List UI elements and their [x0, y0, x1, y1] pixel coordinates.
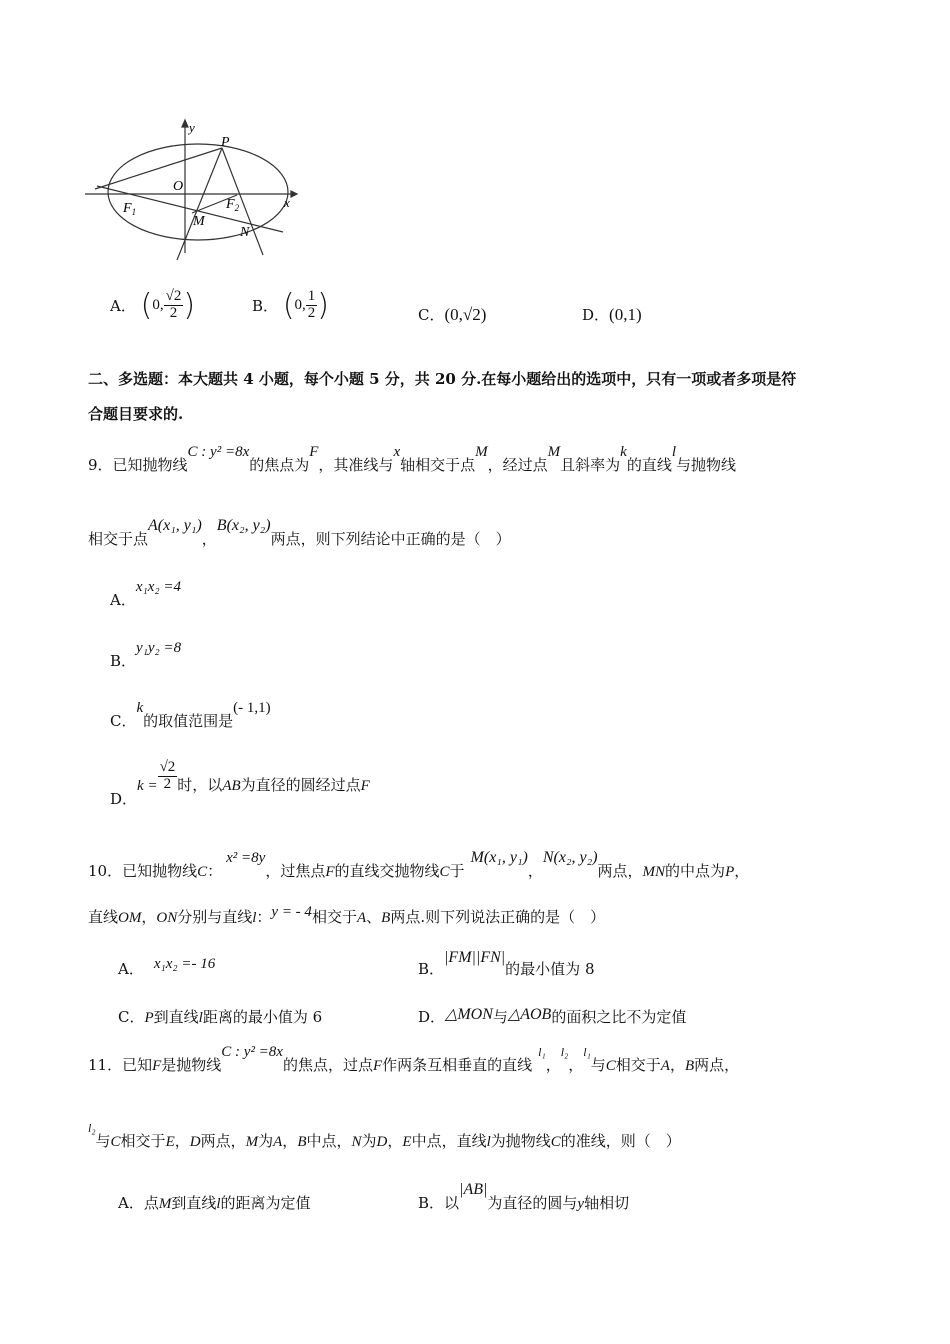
q9-option-a: A．x₁x₂ =4	[110, 579, 181, 609]
label-y: y	[189, 120, 195, 135]
line-f1-p	[95, 148, 222, 189]
q11-option-b: B．以|AB|为直径的圆与y轴相切	[418, 1181, 630, 1212]
label-f2: $F_2$	[226, 197, 240, 213]
q10-option-c: C．P到直线l距离的最小值为 6	[118, 1008, 323, 1026]
label-x: x	[284, 195, 290, 210]
q8-option-d: D．(0,1)	[582, 305, 642, 324]
label-o: O	[173, 179, 184, 194]
q11-stem-line2: l₂与C相交于E，D两点，M为A，B中点，N为D，E中点，直线l为抛物线C的准线，则（ ）	[88, 1121, 681, 1150]
q9-stem-line2: 相交于点A(x₁, y₁)，B(x₂, y₂)两点，则下列结论中正确的是（ ）	[88, 517, 511, 548]
q9-stem-line1: 9．已知抛物线C : y² =8x的焦点为F，其准线与x轴相交于点M，经过点M且斜率为k的直线l与抛物线	[88, 444, 737, 474]
q8-option-a: A． (0, $\frac{√2}{2}$ )	[110, 288, 196, 323]
label-n: N	[240, 225, 250, 240]
q10-stem-line2: 直线OM，ON分别与直线l：y = - 4相交于A、B两点.则下列说法正确的是（ ）	[88, 904, 606, 926]
section2-heading-line1: 二、多选题：本大题共 4 小题，每个小题 5 分，共 20 分.在每小题给出的选项中，只有一项或者多项是符	[88, 370, 797, 388]
q11-option-a: A．点M到直线l的距离为定值	[118, 1194, 311, 1212]
ellipse-figure	[85, 115, 315, 265]
q10-option-a: A． x₁x₂ =- 16	[118, 956, 216, 978]
label-f1: $F_1$	[123, 201, 137, 217]
q8-option-b: B． (0, $\frac{1}{2}$ )	[252, 288, 329, 323]
q8-option-c: C．(0,√2)	[418, 305, 487, 324]
q10-stem-line1: 10．已知抛物线C：x² =8y，过焦点F的直线交抛物线C于M(x₁, y₁)，N(x₂, y₂)两点，MN的中点为P，	[88, 849, 750, 880]
q9-option-d: D．k = $\frac{√2}{2}$ 时，以AB为直径的圆经过点F	[110, 759, 370, 809]
label-m: M	[193, 214, 205, 229]
q10-option-d: D．△MON与△AOB的面积之比不为定值	[418, 1006, 687, 1026]
label-p: P	[221, 135, 230, 150]
q10-option-b: B．|FM||FN|的最小值为 8	[418, 949, 595, 978]
section2-heading-line2: 合题目要求的.	[88, 405, 184, 423]
q11-stem-line1: 11．已知F是抛物线C : y² =8x的焦点，过点F作两条互相垂直的直线l₁，l₂，l₁与C相交于A，B两点，	[88, 1044, 740, 1074]
q9-option-b: B．y₁y₂ =8	[110, 640, 182, 670]
q9-option-c: C．k的取值范围是(- 1,1)	[110, 700, 271, 730]
